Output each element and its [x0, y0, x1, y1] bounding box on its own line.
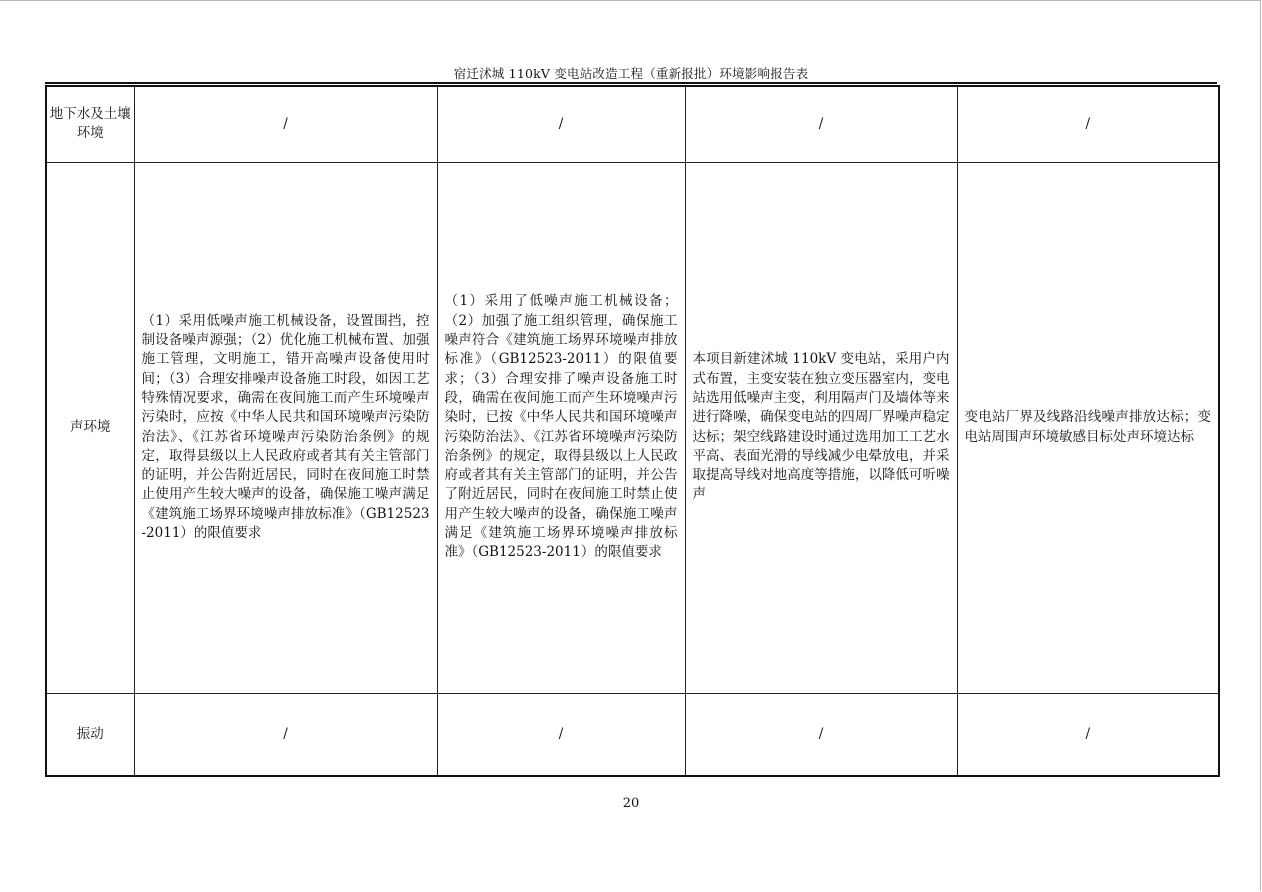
row-label-acoustic-environment: 声环境: [46, 162, 134, 693]
table-cell-construction-noise-implementation: （1）采用了低噪声施工机械设备；（2）加强了施工组织管理，确保施工噪声符合《建筑施工场界环境噪声排放标准》（GB12523-2011）的限值要求；（3）合理安排了噪声设备施工时段，确需在夜间施工而产生环境噪声污染时，已按《中华人民共和国环境噪声污染防治法》、《江苏省环境噪声污染防治条例》的规定，取得县级以上人民政府或者其有关主管部门的证明，并公告了附近居民，同时在夜间施工时禁止使用产生较大噪声的设备，确保施工噪声满足《建筑施工场界环境噪声排放标准》（GB12523-2011）的限值要求: [437, 162, 685, 693]
environmental-measures-table: [45, 85, 1220, 777]
row-label-groundwater-soil: 地下水及土壤环境: [46, 86, 134, 162]
table-cell: /: [437, 86, 685, 162]
table-cell: /: [957, 86, 1219, 162]
table-cell-operation-noise-measures: 本项目新建沭城 110kV 变电站，采用户内式布置，主变安装在独立变压器室内，变电站选用低噪声主变，利用隔声门及墙体等来进行降噪，确保变电站的四周厂界噪声稳定达标；架空线路建设时通过选用加工工艺水平高、表面光滑的导线减少电晕放电，并采取提高导线对地高度等措施，以降低可听噪声: [685, 162, 957, 693]
table-cell-noise-compliance-result: 变电站厂界及线路沿线噪声排放达标；变电站周围声环境敏感目标处声环境达标: [957, 162, 1219, 693]
header-rule: [45, 82, 1217, 84]
table-cell: /: [685, 86, 957, 162]
table-cell: /: [134, 693, 437, 776]
document-header-title: 宿迁沭城 110kV 变电站改造工程（重新报批）环境影响报告表: [453, 66, 809, 81]
table-cell: /: [685, 693, 957, 776]
table-cell: /: [437, 693, 685, 776]
table-cell-construction-noise-requirements: （1）采用低噪声施工机械设备，设置围挡，控制设备噪声源强；（2）优化施工机械布置、加强施工管理，文明施工，错开高噪声设备使用时间；（3）合理安排噪声设备施工时段，如因工艺特殊情况要求，确需在夜间施工而产生环境噪声污染时，应按《中华人民共和国环境噪声污染防治法》、《江苏省环境噪声污染防治条例》的规定，取得县级以上人民政府或者其有关主管部门的证明，并公告附近居民，同时在夜间施工时禁止使用产生较大噪声的设备，确保施工噪声满足《建筑施工场界环境噪声排放标准》（GB12523-2011）的限值要求: [134, 162, 437, 693]
table-row-vibration: [46, 693, 1219, 776]
table-row-acoustic-environment: [46, 162, 1219, 693]
table-row-groundwater-soil: [46, 86, 1219, 162]
row-label-vibration: 振动: [46, 693, 134, 776]
table-cell: /: [134, 86, 437, 162]
table-cell: /: [957, 693, 1219, 776]
page-number: 20: [622, 796, 640, 811]
